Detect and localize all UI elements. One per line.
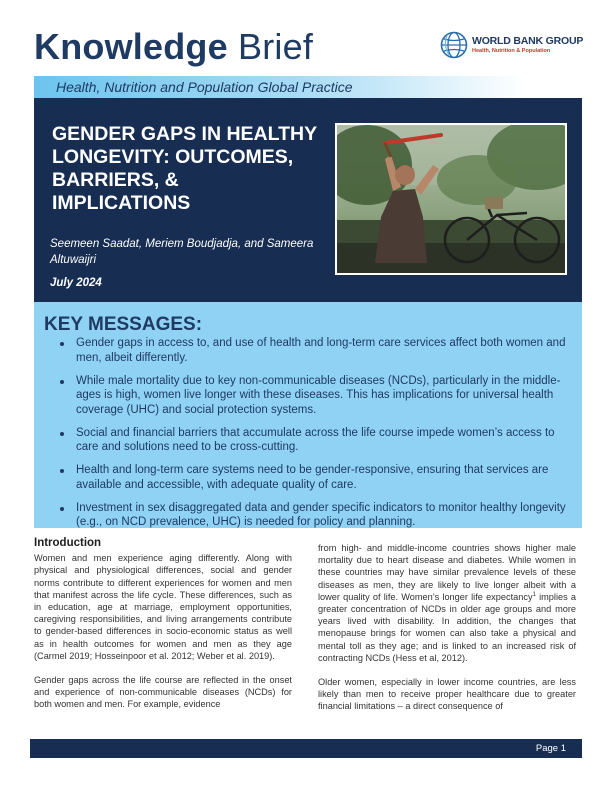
paragraph: Older women, especially in lower income countries, are less likely than men to receive proper healthcare due to greater financial limitations – a direct consequence of	[318, 677, 576, 712]
key-messages-list	[58, 336, 570, 538]
publication-date: July 2024	[50, 277, 102, 289]
key-messages-box	[34, 302, 582, 528]
list-item	[58, 336, 570, 365]
bullet-icon	[60, 507, 64, 511]
woman-exercising-with-sword-photo	[337, 125, 565, 273]
footer-bar	[30, 739, 582, 758]
footnote-ref[interactable]: 1	[532, 591, 536, 598]
world-bank-logo	[440, 31, 590, 61]
paragraph-text: implies a greater concentration of NCDs in older age groups and more years lived with disability. In addition, the changes that menopause brings for women can also take a physical and mental toll as they age; and is linked to an increased risk of contracting NCDs (Hess et al, 2012).	[318, 591, 576, 663]
paragraph: Gender gaps across the life course are reflected in the onset and experience of non-communicable diseases (NCDs) for both women and men. For example, evidence	[34, 675, 292, 710]
logo-name: WORLD BANK GROUP	[472, 35, 584, 47]
list-item	[58, 426, 570, 455]
key-message-text: Investment in sex disaggregated data and gender specific indicators to monitor healthy longevity (e.g., on NCD prevalence, UHC) is needed for policy and planning.	[76, 501, 566, 528]
hero-panel	[34, 98, 582, 302]
authors: Seemeen Saadat, Meriem Boudjadja, and Sameera Altuwaijri	[50, 238, 314, 266]
practice-label: Health, Nutrition and Population Global Practice	[56, 79, 353, 95]
bullet-icon	[60, 380, 64, 384]
key-message-text: While male mortality due to key non-communicable diseases (NCDs), particularly in the middle-ages is high, women live longer with these diseases. This has implications for universal health coverage (UHC) and social protection systems.	[76, 374, 561, 416]
key-message-text: Social and financial barriers that accumulate across the life course impede women’s access to care and solutions need to be cross-cutting.	[76, 426, 555, 453]
cover-photo	[335, 123, 567, 275]
key-messages-title: KEY MESSAGES:	[44, 314, 203, 335]
section-heading: Introduction	[34, 537, 102, 549]
paragraph: Women and men experience aging differently. Along with physical and physiological differences, social and gender norms contribute to different experiences for women and men that manifest across the life cycle. These differences, such as in education, age at marriage, employment opportunities, caregiving responsibilities, and living arrangements contribute to gender-based differences in socio-economic status as well as in health outcomes for women and men as they age (Carmel 2019; Hosseinpoor et al. 2012; Weber et al. 2019).	[34, 553, 292, 661]
document-title	[34, 26, 313, 68]
globe-icon	[440, 31, 468, 59]
page-number: Page 1	[535, 743, 566, 754]
list-item	[58, 374, 570, 418]
bullet-icon	[60, 432, 64, 436]
paragraph-text: from high- and middle-income countries shows higher male mortality due to heart disease and diabetes. While women in these countries may have similar prevalence levels of these diseases as men, they are likely to live longer albeit with a lower quality of life. Women’s longer life expectancy	[318, 543, 576, 602]
list-item	[58, 463, 570, 492]
list-item	[58, 501, 570, 530]
brief-title: GENDER GAPS IN HEALTHY LONGEVITY: OUTCOMES, BARRIERS, & IMPLICATIONS	[52, 123, 317, 214]
title-bold: Knowledge	[34, 26, 228, 67]
bullet-icon	[60, 342, 64, 346]
key-message-text: Health and long-term care systems need to be gender-responsive, ensuring that services are available and accessible, with adequate quality of care.	[76, 464, 549, 491]
title-regular: Brief	[238, 26, 314, 67]
bullet-icon	[60, 469, 64, 473]
logo-subtitle: Health, Nutrition & Population	[472, 48, 551, 54]
key-message-text: Gender gaps in access to, and use of health and long-term care services affect both women and men, albeit differently.	[76, 337, 566, 364]
paragraph	[318, 542, 576, 664]
practice-banner	[34, 76, 526, 98]
intro-right-column	[318, 542, 576, 725]
intro-left-column	[34, 537, 292, 723]
